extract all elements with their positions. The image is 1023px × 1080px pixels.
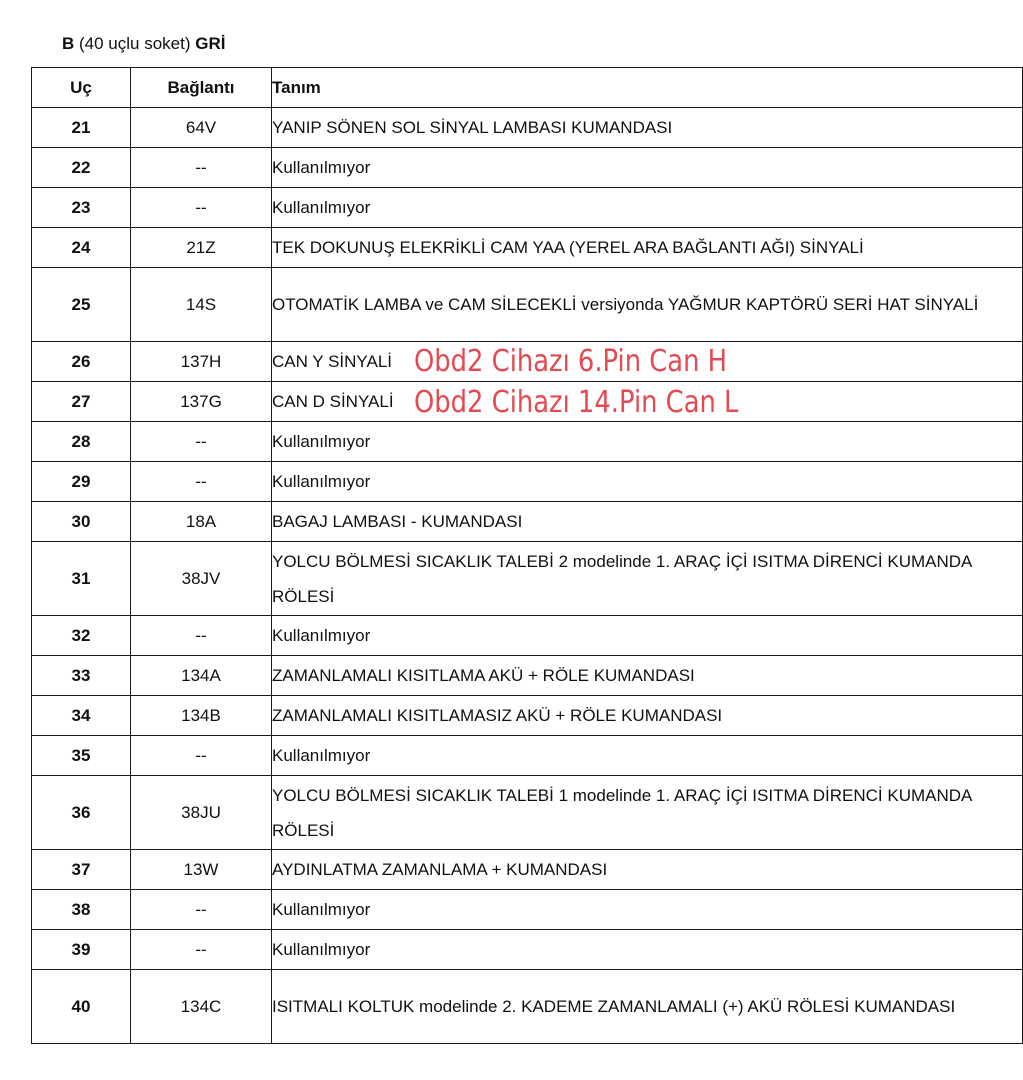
pin-number: 22 <box>32 148 131 188</box>
description: ZAMANLAMALI KISITLAMASIZ AKÜ + RÖLE KUMANDASI <box>272 696 1023 736</box>
pin-number: 24 <box>32 228 131 268</box>
connection-code: -- <box>131 736 272 776</box>
connection-code: -- <box>131 422 272 462</box>
column-header-description: Tanım <box>272 68 1023 108</box>
description: Kullanılmıyor <box>272 422 1023 462</box>
document-title <box>62 33 225 55</box>
connection-code: 134A <box>131 656 272 696</box>
column-header-connection: Bağlantı <box>131 68 272 108</box>
description: Kullanılmıyor <box>272 736 1023 776</box>
table-row <box>32 656 1023 696</box>
table-row <box>32 228 1023 268</box>
description: YOLCU BÖLMESİ SICAKLIK TALEBİ 2 modelinde 1. ARAÇ İÇİ ISITMA DİRENCİ KUMANDA RÖLESİ <box>272 542 1023 616</box>
connection-code: 21Z <box>131 228 272 268</box>
description: Kullanılmıyor <box>272 890 1023 930</box>
table-row <box>32 850 1023 890</box>
table-row <box>32 502 1023 542</box>
connection-code: 18A <box>131 502 272 542</box>
connection-code: 137G <box>131 382 272 422</box>
table-row <box>32 542 1023 616</box>
description: Kullanılmıyor <box>272 930 1023 970</box>
description: Kullanılmıyor <box>272 188 1023 228</box>
pin-number: 37 <box>32 850 131 890</box>
pin-number: 26 <box>32 342 131 382</box>
socket-subtitle: (40 uçlu soket) <box>79 34 191 53</box>
connection-code: 137H <box>131 342 272 382</box>
connection-code: -- <box>131 930 272 970</box>
pin-number: 35 <box>32 736 131 776</box>
table-row <box>32 268 1023 342</box>
pin-number: 32 <box>32 616 131 656</box>
table-row <box>32 462 1023 502</box>
table-row <box>32 188 1023 228</box>
pin-number: 38 <box>32 890 131 930</box>
pin-number: 29 <box>32 462 131 502</box>
description: ZAMANLAMALI KISITLAMA AKÜ + RÖLE KUMANDASI <box>272 656 1023 696</box>
connection-code: 14S <box>131 268 272 342</box>
annotation-pin27-can-l: Obd2 Cihazı 14.Pin Can L <box>414 385 739 420</box>
connection-code: 134C <box>131 970 272 1044</box>
description: YOLCU BÖLMESİ SICAKLIK TALEBİ 1 modelinde 1. ARAÇ İÇİ ISITMA DİRENCİ KUMANDA RÖLESİ <box>272 776 1023 850</box>
table-row <box>32 930 1023 970</box>
pin-number: 33 <box>32 656 131 696</box>
table-row <box>32 148 1023 188</box>
pin-number: 28 <box>32 422 131 462</box>
pin-number: 36 <box>32 776 131 850</box>
table-row <box>32 616 1023 656</box>
description: CAN D SİNYALİ <box>272 382 1023 422</box>
connection-code: -- <box>131 890 272 930</box>
annotation-pin26-can-h: Obd2 Cihazı 6.Pin Can H <box>414 344 728 379</box>
table-row <box>32 776 1023 850</box>
pin-number: 30 <box>32 502 131 542</box>
pin-number: 25 <box>32 268 131 342</box>
column-header-pin: Uç <box>32 68 131 108</box>
table-row <box>32 970 1023 1044</box>
description: TEK DOKUNUŞ ELEKRİKLİ CAM YAA (YEREL ARA BAĞLANTI AĞI) SİNYALİ <box>272 228 1023 268</box>
pin-number: 31 <box>32 542 131 616</box>
socket-letter: B <box>62 34 75 53</box>
socket-color: GRİ <box>195 34 226 53</box>
table-row <box>32 422 1023 462</box>
table-header-row <box>32 68 1023 108</box>
connection-code: 13W <box>131 850 272 890</box>
connection-code: -- <box>131 188 272 228</box>
pin-number: 23 <box>32 188 131 228</box>
connection-code: -- <box>131 616 272 656</box>
table-row <box>32 696 1023 736</box>
connection-code: 38JV <box>131 542 272 616</box>
description: CAN Y SİNYALİ <box>272 342 1023 382</box>
description: AYDINLATMA ZAMANLAMA + KUMANDASI <box>272 850 1023 890</box>
description: Kullanılmıyor <box>272 462 1023 502</box>
description: ISITMALI KOLTUK modelinde 2. KADEME ZAMANLAMALI (+) AKÜ RÖLESİ KUMANDASI <box>272 970 1023 1044</box>
table-row <box>32 108 1023 148</box>
description: OTOMATİK LAMBA ve CAM SİLECEKLİ versiyonda YAĞMUR KAPTÖRÜ SERİ HAT SİNYALİ <box>272 268 1023 342</box>
pin-number: 21 <box>32 108 131 148</box>
pin-number: 27 <box>32 382 131 422</box>
connection-code: 38JU <box>131 776 272 850</box>
pin-table <box>31 67 1023 1044</box>
table-row <box>32 736 1023 776</box>
connection-code: 134B <box>131 696 272 736</box>
description: BAGAJ LAMBASI - KUMANDASI <box>272 502 1023 542</box>
pin-number: 39 <box>32 930 131 970</box>
connection-code: -- <box>131 148 272 188</box>
description: YANIP SÖNEN SOL SİNYAL LAMBASI KUMANDASI <box>272 108 1023 148</box>
description: Kullanılmıyor <box>272 616 1023 656</box>
pin-number: 40 <box>32 970 131 1044</box>
connection-code: 64V <box>131 108 272 148</box>
pin-number: 34 <box>32 696 131 736</box>
table-row <box>32 890 1023 930</box>
connection-code: -- <box>131 462 272 502</box>
description: Kullanılmıyor <box>272 148 1023 188</box>
